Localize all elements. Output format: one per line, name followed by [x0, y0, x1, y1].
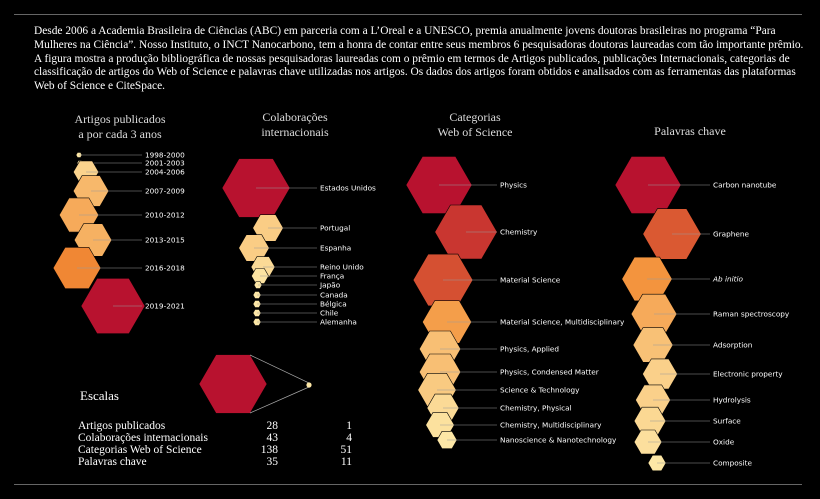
scale-label: Colaborações internacionais: [78, 432, 208, 444]
column-title-artigos: Artigos publicados a por cada 3 anos: [74, 112, 166, 141]
label-physics-applied: Physics, Applied: [500, 344, 560, 354]
label-carbon-nanotube: Carbon nanotube: [713, 180, 777, 190]
label-2016-2018: 2016-2018: [145, 263, 185, 273]
scale-max: 35: [266, 456, 278, 468]
label-adsorption: Adsorption: [713, 340, 753, 350]
label-chemistry-physical: Chemistry, Physical: [500, 403, 572, 413]
scale-min: 51: [340, 444, 352, 456]
label-2010-2012: 2010-2012: [145, 210, 185, 220]
label-2001-2003: 2001-2003: [145, 158, 185, 168]
label-material-science-multidisciplinary: Material Science, Multidisciplinary: [500, 317, 625, 327]
label-2019-2021: 2019-2021: [145, 301, 185, 311]
scale-min: 1: [346, 420, 352, 432]
label-reino-unido: Reino Unido: [320, 262, 364, 272]
scale-title: Escalas: [80, 388, 119, 403]
label-electronic-property: Electronic property: [713, 369, 783, 379]
scale-label: Palavras chave: [78, 456, 147, 468]
scale-label: Artigos publicados: [78, 420, 166, 432]
label-science-technology: Science & Technology: [500, 385, 580, 395]
scale-row: [78, 432, 352, 444]
label-surface: Surface: [713, 416, 741, 426]
label-chile: Chile: [320, 308, 339, 318]
scale-max: 28: [266, 420, 278, 432]
label-japao: Japão: [320, 280, 341, 290]
label-franca: França: [320, 271, 345, 281]
scale-hexagon-max: [199, 355, 267, 414]
label-portugal: Portugal: [320, 223, 351, 233]
label-hydrolysis: Hydrolysis: [713, 395, 751, 405]
column-title-categorias: Categorias Web of Science: [437, 110, 513, 139]
label-chemistry-multidisciplinary: Chemistry, Multidisciplinary: [500, 420, 602, 430]
label-chemistry: Chemistry: [500, 227, 538, 237]
label-composite: Composite: [713, 458, 752, 468]
label-estados-unidos: Estados Unidos: [320, 183, 376, 193]
scale-row: [78, 420, 352, 432]
label-ab-initio: Ab initio: [713, 274, 743, 284]
label-1998-2000: 1998-2000: [145, 150, 185, 160]
scale-min: 4: [346, 432, 352, 444]
label-2013-2015: 2013-2015: [145, 235, 185, 245]
scale-min: 11: [340, 456, 352, 468]
scale-table: [78, 420, 352, 468]
label-belgica: Bélgica: [320, 299, 347, 309]
scale-max: 43: [266, 432, 278, 444]
label-material-science: Material Science: [500, 275, 561, 285]
scale-row: [78, 456, 352, 468]
label-2004-2006: 2004-2006: [145, 167, 185, 177]
column-title-palavras: Palavras chave: [654, 124, 726, 138]
label-espanha: Espanha: [320, 243, 352, 253]
scale-max: 138: [260, 444, 278, 456]
label-oxide: Oxide: [713, 437, 735, 447]
label-graphene: Graphene: [713, 229, 749, 239]
label-nanoscience-nanotechnology: Nanoscience & Nanotechnology: [500, 435, 617, 445]
label-physics-condensed-matter: Physics, Condensed Matter: [500, 367, 599, 377]
label-canada: Canada: [320, 290, 348, 300]
scale-row: [78, 444, 352, 456]
intro-paragraph: Desde 2006 a Academia Brasileira de Ciências (ABC) em parceria com a L’Oreal e a UNESCO, premia anualmente jovens doutoras brasileiras no programa “Para Mulheres na Ciência”. Nosso Instituto, o INCT Nanocarbono, tem a honra de contar entre seus membros 6 pesquisadoras doutoras laureadas com tão importante prêmio. A figura mostra a produção bibliográfica de nossas pesquisadoras laureadas com o prêmio em termos de Artigos publicados, publicações Internacionais, categorias de classificação de artigos do Web of Science e palavras chave utilizadas nos artigos. Os dados dos artigos foram obtidos e analisados com as ferramentas das plataformas Web of Science e CiteSpace.: [34, 25, 804, 93]
scale-label: Categorias Web of Science: [78, 444, 202, 456]
label-2007-2009: 2007-2009: [145, 186, 185, 196]
label-alemanha: Alemanha: [320, 317, 357, 327]
column-title-colaboracoes: Colaborações internacionais: [261, 110, 329, 139]
scale-hexagon-min: [306, 382, 311, 387]
label-raman-spectroscopy: Raman spectroscopy: [713, 309, 790, 319]
label-physics: Physics: [500, 180, 527, 190]
